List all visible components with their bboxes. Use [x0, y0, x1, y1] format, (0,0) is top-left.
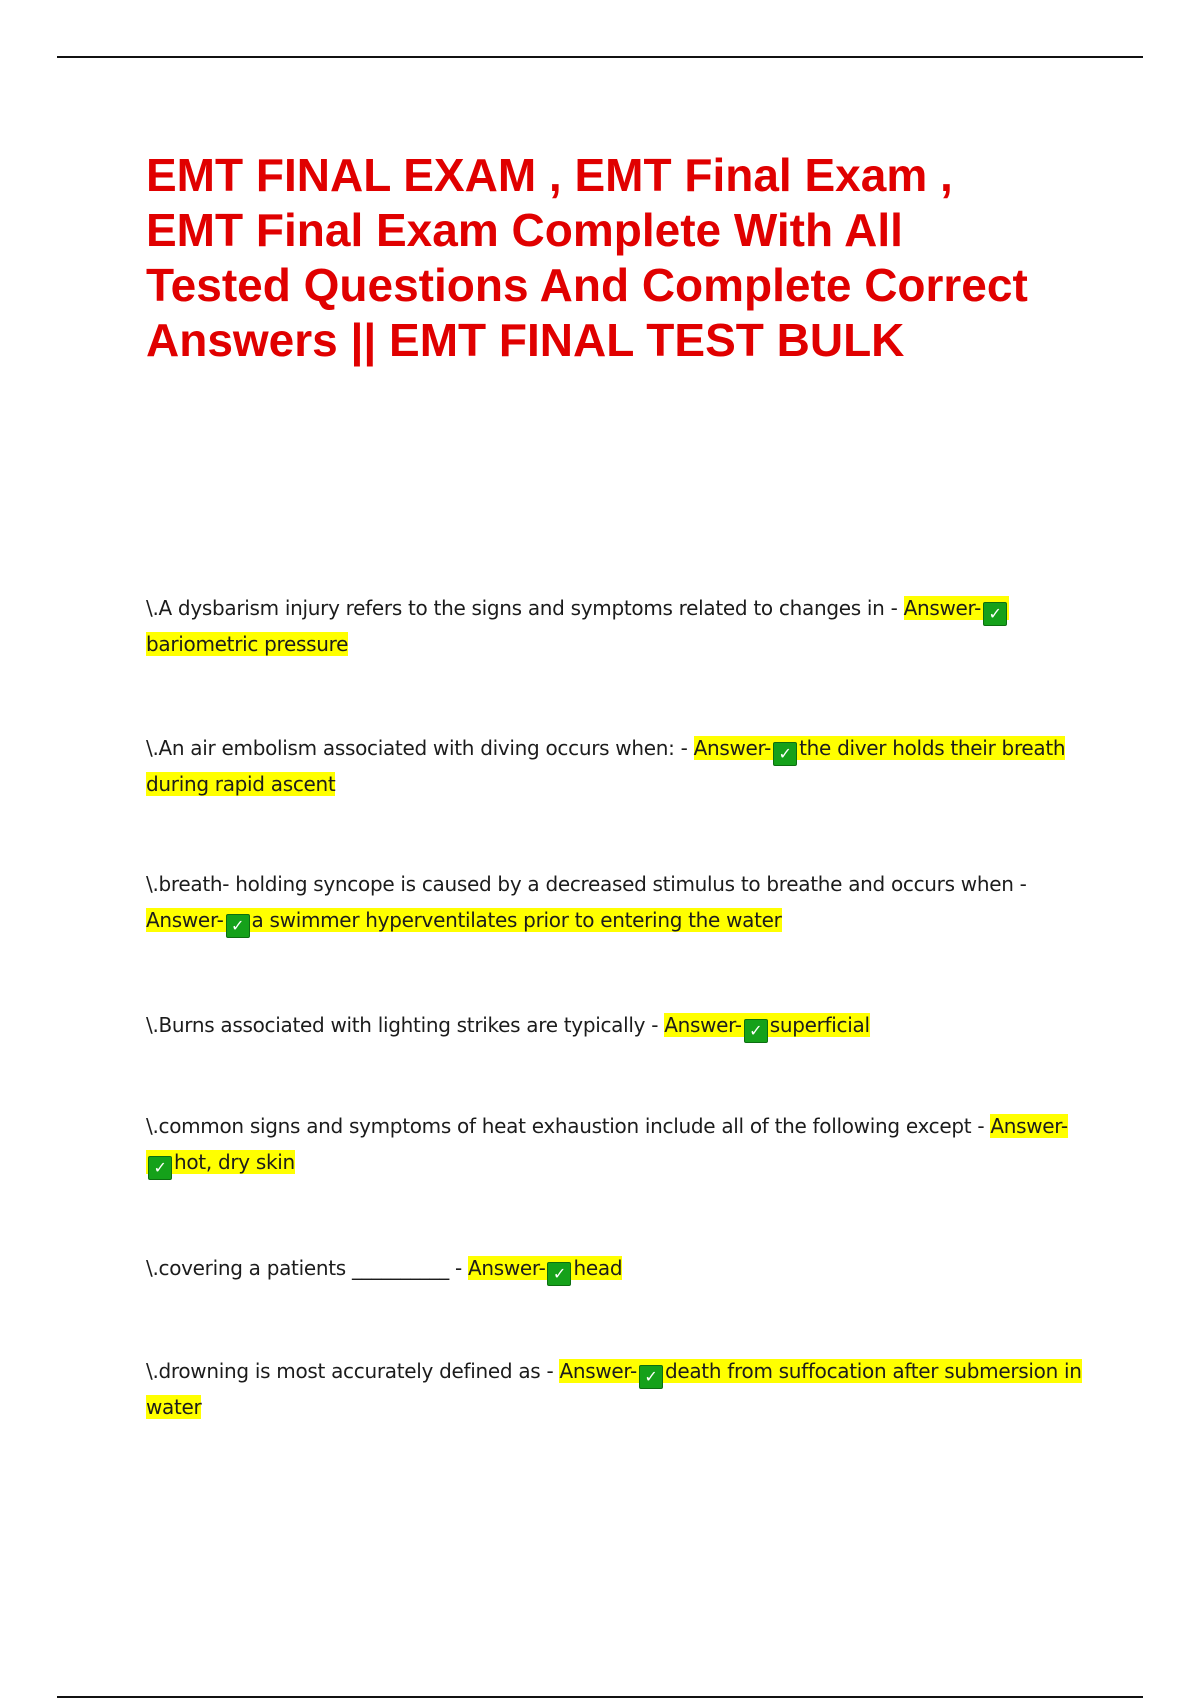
check-mark-icon: ✓ — [744, 1019, 768, 1043]
answer-text: a swimmer hyperventilates prior to entering the water — [251, 908, 782, 932]
qa-item-5 — [146, 1108, 1086, 1180]
answer-prefix: Answer- — [559, 1359, 637, 1383]
answer-text: head — [573, 1256, 623, 1280]
question-text: \.An air embolism associated with diving occurs when: - — [146, 736, 694, 760]
document-title: EMT FINAL EXAM , EMT Final Exam , EMT Final Exam Complete With All Tested Questions And Complete Correct Answers || EMT FINAL TEST BULK — [146, 149, 1028, 366]
answer-text: the diver holds their breath during rapid ascent — [146, 736, 1066, 796]
check-mark-icon: ✓ — [226, 914, 250, 938]
check-mark-icon: ✓ — [773, 742, 797, 766]
qa-item-4 — [146, 1007, 1086, 1043]
answer-prefix: Answer- — [990, 1114, 1068, 1138]
answer-highlight — [664, 1013, 870, 1040]
question-text: \.covering a patients __________ - — [146, 1256, 468, 1280]
check-mark-icon: ✓ — [547, 1262, 571, 1286]
footer-rule — [57, 1696, 1143, 1698]
header-rule — [57, 56, 1143, 58]
answer-prefix: Answer- — [903, 596, 982, 620]
question-text: \.drowning is most accurately defined as - — [146, 1359, 560, 1383]
answer-prefix: Answer- — [664, 1013, 742, 1037]
answer-prefix: Answer- — [467, 1256, 546, 1280]
check-mark-icon: ✓ — [639, 1365, 663, 1389]
answer-text: death from suffocation after submersion in water — [146, 1359, 1082, 1419]
qa-item-6 — [146, 1250, 1086, 1286]
question-text: \.common signs and symptoms of heat exhaustion include all of the following except - — [146, 1114, 991, 1138]
answer-text: bariometric pressure — [146, 632, 349, 656]
qa-item-1 — [146, 590, 1086, 662]
qa-item-3 — [146, 866, 1086, 938]
question-text: \.breath- holding syncope is caused by a decreased stimulus to breathe and occurs when - — [146, 872, 1027, 896]
answer-text: superficial — [769, 1013, 870, 1037]
question-text: \.Burns associated with lighting strikes are typically - — [146, 1013, 665, 1037]
answer-highlight — [467, 1256, 623, 1283]
qa-item-2 — [146, 730, 1086, 802]
qa-item-7 — [146, 1353, 1086, 1425]
check-mark-icon: ✓ — [148, 1156, 172, 1180]
question-text: \.A dysbarism injury refers to the signs and symptoms related to changes in - — [146, 596, 904, 620]
check-mark-icon: ✓ — [983, 602, 1007, 626]
answer-prefix: Answer- — [146, 908, 224, 932]
answer-prefix: Answer- — [693, 736, 772, 760]
answer-text: hot, dry skin — [174, 1150, 295, 1174]
answer-highlight — [146, 908, 782, 935]
